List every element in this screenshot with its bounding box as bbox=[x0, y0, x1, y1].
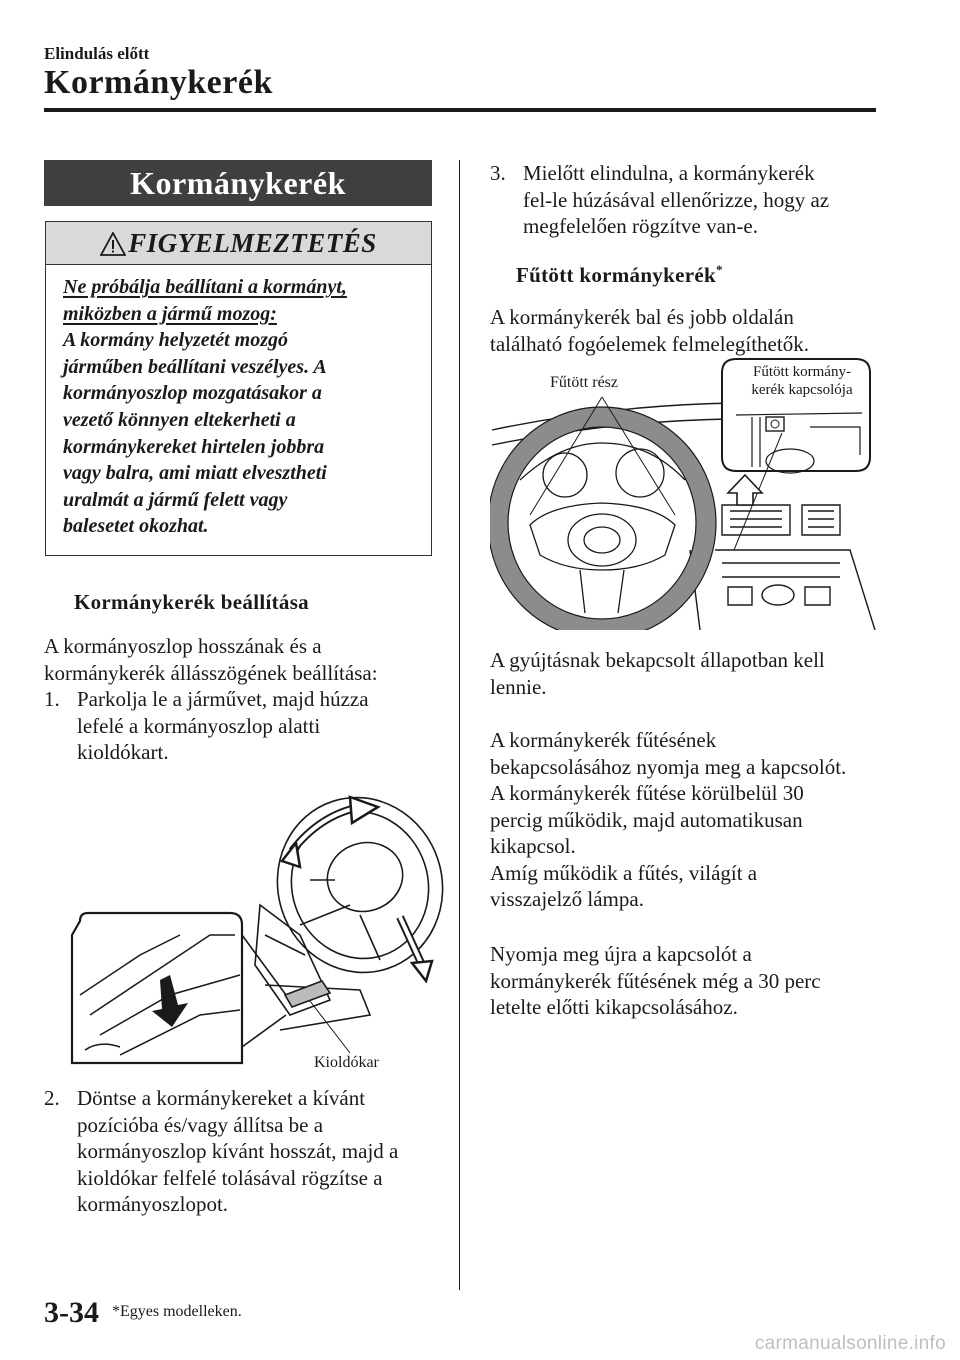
text-line: A kormánykerék fűtésének bbox=[490, 728, 717, 752]
text-line: kioldókart. bbox=[77, 740, 169, 764]
adjust-intro bbox=[44, 633, 444, 686]
text-line: megfelelően rögzítve van-e. bbox=[523, 214, 758, 238]
warning-line: A kormány helyzetét mozgó bbox=[63, 329, 288, 352]
warning-lead-1: Ne próbálja beállítani a kormányt, bbox=[63, 276, 347, 298]
step-3 bbox=[490, 160, 890, 240]
adjust-heading: Kormánykerék beállítása bbox=[74, 590, 309, 614]
warning-line: kormányoszlop mozgatásakor a bbox=[63, 382, 322, 405]
text-line: Amíg működik a fűtés, világít a bbox=[490, 860, 758, 885]
warning-text bbox=[63, 274, 418, 540]
watermark: carmanualsonline.info bbox=[754, 1333, 946, 1354]
page-title: Kormánykerék bbox=[44, 64, 273, 101]
section-label: Elindulás előtt bbox=[44, 44, 150, 63]
text-line: Döntse a kormánykereket a kívánt bbox=[77, 1086, 366, 1110]
text-line: kormánykerék állásszögének beállítása: bbox=[44, 660, 378, 685]
text-line: percig működik, majd automatikusan bbox=[490, 807, 803, 832]
text-line: található fogóelemek felmelegíthetők. bbox=[490, 331, 809, 356]
warning-line: balesetet okozhat. bbox=[63, 515, 209, 538]
warning-line: vezető könnyen eltekerheti a bbox=[63, 408, 296, 431]
text-line: Nyomja meg újra a kapcsolót a bbox=[490, 942, 752, 966]
text-line: Mielőtt elindulna, a kormánykerék bbox=[523, 161, 815, 185]
page-number: 3-34 bbox=[44, 1296, 99, 1329]
text-line: pozícióba és/vagy állítsa be a bbox=[77, 1112, 324, 1137]
header-divider bbox=[44, 108, 876, 112]
warning-title: FIGYELMEZTETÉS bbox=[128, 228, 377, 258]
heated-switch-label bbox=[738, 363, 866, 399]
heated-paragraph-2 bbox=[490, 727, 910, 913]
column-divider bbox=[459, 160, 460, 1290]
heated-heading-text: Fűtött kormánykerék bbox=[516, 263, 716, 287]
text-line: lennie. bbox=[490, 674, 547, 699]
warning-lead-2: miközben a jármű mozog: bbox=[63, 302, 277, 325]
text-line: A gyújtásnak bekapcsolt állapotban kell bbox=[490, 648, 825, 672]
text-line: Parkolja le a járművet, majd húzza bbox=[77, 687, 369, 711]
text-line: fel-le húzásával ellenőrizze, hogy az bbox=[523, 187, 830, 212]
text-line: kikapcsol. bbox=[490, 834, 576, 858]
heated-paragraph-1 bbox=[490, 647, 910, 700]
step-number: 2. bbox=[44, 1086, 60, 1110]
step-number: 3. bbox=[490, 161, 506, 185]
text-line: kormánykerék fűtésének még a 30 perc bbox=[490, 968, 821, 993]
text-line: kerék kapcsolója bbox=[751, 382, 853, 398]
text-line: A kormánykerék bal és jobb oldalán bbox=[490, 305, 794, 329]
step-text bbox=[523, 160, 893, 240]
warning-line: vagy balra, ami miatt elvesztheti bbox=[63, 462, 327, 485]
step-text bbox=[77, 1085, 452, 1218]
warning-box bbox=[45, 221, 432, 556]
text-line: letelte előtti kikapcsolásához. bbox=[490, 995, 738, 1019]
heated-heading bbox=[516, 262, 723, 288]
release-lever-label: Kioldókar bbox=[314, 1054, 379, 1071]
heated-part-label: Fűtött rész bbox=[550, 374, 618, 391]
text-line: A kormánykerék fűtése körülbelül 30 bbox=[490, 781, 804, 805]
text-line: bekapcsolásához nyomja meg a kapcsolót. bbox=[490, 754, 847, 779]
warning-line: uralmát a jármű felett vagy bbox=[63, 488, 288, 511]
heated-paragraph-3 bbox=[490, 941, 910, 1021]
text-line: visszajelző lámpa. bbox=[490, 887, 644, 911]
text-line: Fűtött kormány- bbox=[753, 364, 851, 380]
text-line: kormányoszlop kívánt hosszát, majd a bbox=[77, 1139, 399, 1163]
warning-line: járműben beállítani veszélyes. A bbox=[63, 355, 327, 378]
step-number: 1. bbox=[44, 687, 60, 711]
footnote: *Egyes modelleken. bbox=[112, 1303, 242, 1320]
text-line: kormányoszlopot. bbox=[77, 1192, 229, 1216]
text-line: A kormányoszlop hosszának és a bbox=[44, 634, 322, 658]
release-lever-figure bbox=[60, 785, 450, 1075]
warning-header bbox=[46, 222, 431, 265]
text-line: lefelé a kormányoszlop alatti bbox=[77, 713, 321, 738]
text-line: kioldókar felfelé tolásával rögzítse a bbox=[77, 1165, 383, 1190]
heated-intro bbox=[490, 304, 890, 357]
step-1 bbox=[44, 686, 444, 766]
warning-triangle-icon bbox=[100, 232, 126, 256]
section-banner: Kormánykerék bbox=[44, 160, 432, 206]
warning-line: kormánykereket hirtelen jobbra bbox=[63, 435, 325, 458]
step-2 bbox=[44, 1085, 444, 1225]
footnote-mark: * bbox=[715, 262, 723, 277]
step-text bbox=[77, 686, 447, 766]
